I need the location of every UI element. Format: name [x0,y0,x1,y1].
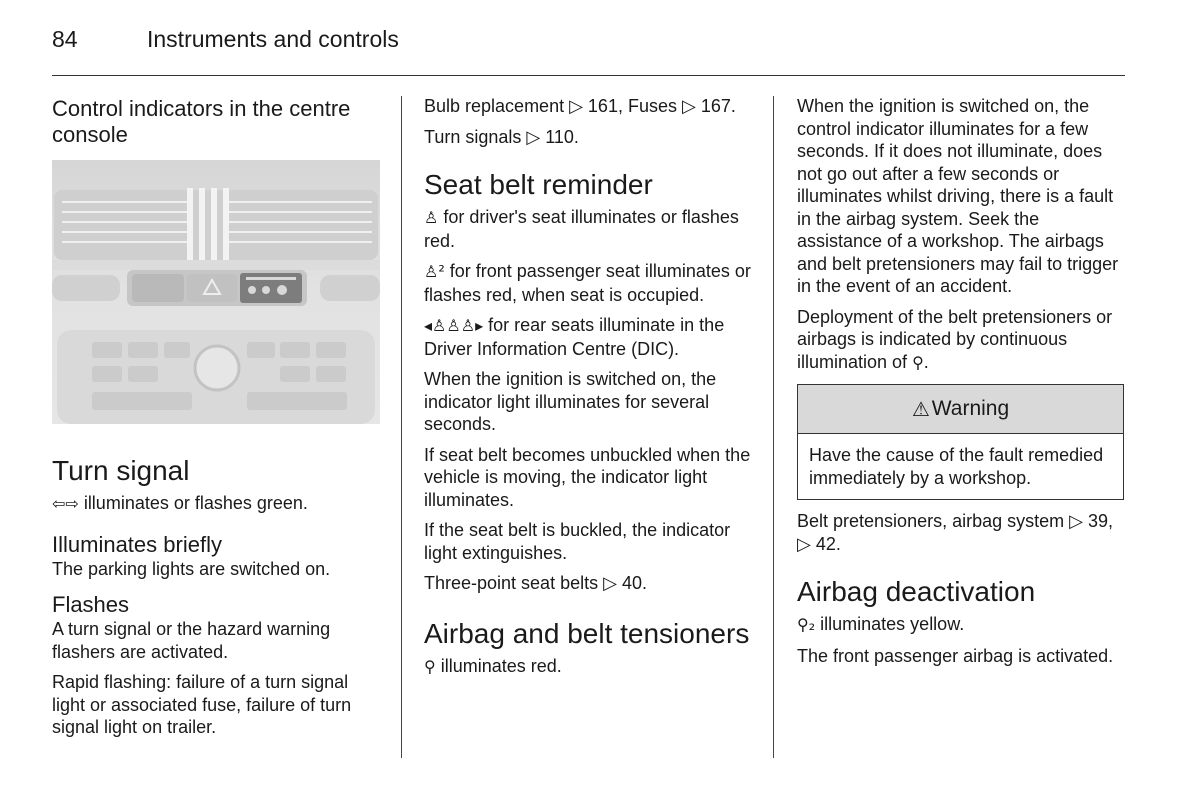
column-1 [52,95,382,747]
section-title-control-indicators: Control indicators in the centre console [52,96,351,147]
column-divider-2 [773,96,774,758]
seatbelt-unbuckled-text: If seat belt becomes unbuckled when the vehicle is moving, the indicator light illuminates. [424,444,751,510]
warning-box [797,384,1124,500]
airbag-off-icon: ⚲₂ [797,615,816,634]
rear-seats-text: ◂♙♙♙▸ for rear seats illuminate in the Driver Information Centre (DIC). [424,315,725,359]
column-divider-1 [401,96,402,758]
seatbelt-ignition-text: When the ignition is switched on, the indicator light illuminates for several seconds. [424,369,717,434]
turn-signal-desc: ⇦⇨ illuminates or flashes green. [52,493,308,513]
flashes-text: A turn signal or the hazard warning flashers are activated. [52,619,331,662]
airbag-ignition-text: When the ignition is switched on, the control indicator illuminates for a few seconds. If it does not illuminate, does not go out after a few seconds or illuminates whilst driving, there is a fault in the airbag system. Seek the assistance of a workshop. The airbags and belt pretensioners may fail to trigger in the event of an accident. [797,96,1119,296]
heading-airbag-belt-tensioners: Airbag and belt tensioners [424,617,750,649]
seatbelt-buckled-text: If the seat belt is buckled, the indicator light extinguishes. [424,520,731,563]
briefly-text: The parking lights are switched on. [52,558,331,579]
heading-turn-signal: Turn signal [52,455,190,486]
rapid-flashing-text: Rapid flashing: failure of a turn signal light or associated fuse, failure of turn signal light on trailer. [52,672,352,737]
heading-illuminates-briefly: Illuminates briefly [52,531,222,557]
airbag-icon: ⚲ [912,352,924,372]
pretensioners-ref: Belt pretensioners, airbag system ▷ 39, ▷ 42. [797,511,1113,554]
driver-seat-text: ♙ for driver's seat illuminates or flashes red. [424,207,739,251]
passenger-seat-text: ♙² for front passenger seat illuminates or flashes red, when seat is occupied. [424,261,751,305]
page-header [52,26,399,53]
heading-flashes: Flashes [52,592,130,617]
centre-console-photo [52,160,380,424]
front-passenger-activated-text: The front passenger airbag is activated. [797,645,1114,666]
turn-signal-arrows-icon: ⇦⇨ [52,494,79,513]
page-title: Instruments and controls [147,26,399,52]
bulb-replacement-ref: Bulb replacement ▷ 161, Fuses ▷ 167. [424,96,736,116]
turn-signals-ref: Turn signals ▷ 110. [424,126,579,147]
seatbelt-passenger-icon: ♙² [424,262,445,281]
column-3 [797,95,1127,675]
airbag-red-text: ⚲ illuminates red. [424,655,562,676]
warning-triangle-icon: ⚠ [911,396,930,421]
heading-airbag-deactivation: Airbag deactivation [797,576,1036,607]
seatbelt-rear-icon: ◂♙♙♙▸ [424,316,484,335]
three-point-ref: Three-point seat belts ▷ 40. [424,573,647,593]
heading-seat-belt-reminder: Seat belt reminder [424,169,653,200]
deactivation-yellow-text: ⚲₂ illuminates yellow. [797,614,965,634]
page-number: 84 [52,26,78,52]
warning-header [798,385,1123,434]
airbag-icon: ⚲ [424,656,436,676]
warning-body: Have the cause of the fault remedied immediately by a workshop. [809,445,1104,488]
header-rule [52,75,1125,76]
column-2 [424,95,754,686]
seatbelt-driver-icon: ♙ [424,208,439,227]
airbag-deploy-text: Deployment of the belt pretensioners or airbags is indicated by continuous illumination of ⚲. [797,306,1113,372]
warning-title: Warning [931,396,1010,420]
